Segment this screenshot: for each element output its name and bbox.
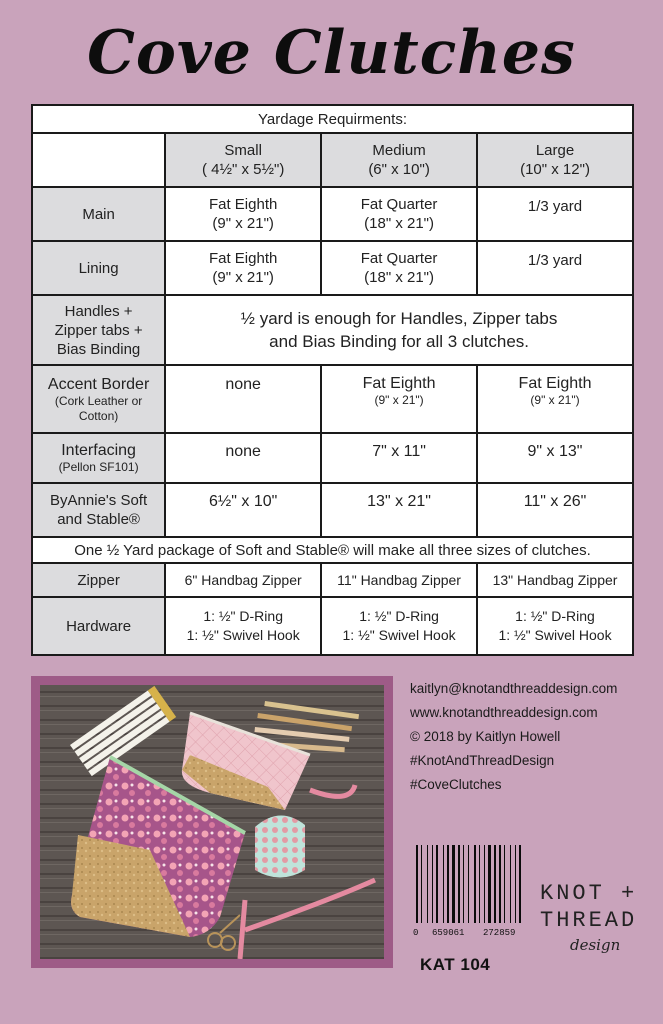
page-title: Cove Clutches [87, 18, 576, 88]
row-label-soft-stable: ByAnnie's Soft and Stable® [32, 483, 165, 537]
header-small: Small ( 4½" x 5½") [165, 133, 321, 187]
zipper-small: 6" Handbag Zipper [165, 563, 321, 597]
interfacing-small: none [165, 433, 321, 483]
accent-medium: Fat Eighth (9" x 21") [321, 365, 477, 433]
hashtag: #CoveClutches [410, 777, 502, 792]
row-label-hardware: Hardware [32, 597, 165, 655]
table-row [32, 241, 633, 295]
logo-script: design [570, 936, 621, 954]
contact-website[interactable]: www.knotandthreaddesign.com [410, 705, 598, 720]
soft-large: 11" x 26" [477, 483, 633, 537]
logo-line: KNOT + [540, 881, 638, 906]
soft-medium: 13" x 21" [321, 483, 477, 537]
header-medium: Medium (6" x 10") [321, 133, 477, 187]
row-label-main: Main [32, 187, 165, 241]
product-code: KAT 104 [420, 955, 491, 974]
lining-large: 1/3 yard [477, 241, 633, 295]
table-row [32, 597, 633, 655]
row-label-interfacing: Interfacing (Pellon SF101) [32, 433, 165, 483]
barcode-digits: 272859 [483, 928, 516, 938]
handles-text: ½ yard is enough for Handles, Zipper tabs and Bias Binding for all 3 clutches. [165, 295, 633, 365]
main-small: Fat Eighth (9" x 21") [165, 187, 321, 241]
row-label-zipper: Zipper [32, 563, 165, 597]
contact-email[interactable]: kaitlyn@knotandthreaddesign.com [410, 681, 618, 696]
hardware-large: 1: ½" D-Ring 1: ½" Swivel Hook [477, 597, 633, 655]
lining-medium: Fat Quarter (18" x 21") [321, 241, 477, 295]
barcode-digits: 659061 [432, 928, 465, 938]
logo-line: THREAD [540, 908, 638, 933]
barcode-digit: 0 [413, 928, 419, 938]
soft-small: 6½" x 10" [165, 483, 321, 537]
table-row [32, 365, 633, 433]
interfacing-medium: 7" x 11" [321, 433, 477, 483]
zipper-medium: 11" Handbag Zipper [321, 563, 477, 597]
brand-logo [540, 880, 640, 954]
hardware-medium: 1: ½" D-Ring 1: ½" Swivel Hook [321, 597, 477, 655]
row-label-handles: Handles + Zipper tabs + Bias Binding [32, 295, 165, 365]
lining-small: Fat Eighth (9" x 21") [165, 241, 321, 295]
hardware-small: 1: ½" D-Ring 1: ½" Swivel Hook [165, 597, 321, 655]
table-row [32, 187, 633, 241]
copyright: © 2018 by Kaitlyn Howell [410, 729, 561, 744]
zipper-large: 13" Handbag Zipper [477, 563, 633, 597]
contact-info [410, 677, 617, 797]
product-photo [31, 676, 393, 968]
header-empty-cell [32, 133, 165, 187]
table-row [32, 563, 633, 597]
header-large: Large (10" x 12") [477, 133, 633, 187]
table-row [32, 295, 633, 365]
table-title: Yardage Requirments: [32, 105, 633, 133]
table-row [32, 433, 633, 483]
table-row [32, 537, 633, 563]
soft-stable-note: One ½ Yard package of Soft and Stable® will make all three sizes of clutches. [32, 537, 633, 563]
yardage-table [31, 104, 634, 656]
main-medium: Fat Quarter (18" x 21") [321, 187, 477, 241]
row-label-accent: Accent Border (Cork Leather or Cotton) [32, 365, 165, 433]
accent-small: none [165, 365, 321, 433]
main-large: 1/3 yard [477, 187, 633, 241]
table-row [32, 483, 633, 537]
row-label-lining: Lining [32, 241, 165, 295]
accent-large: Fat Eighth (9" x 21") [477, 365, 633, 433]
small-clutch [255, 815, 305, 877]
interfacing-large: 9" x 13" [477, 433, 633, 483]
hashtag: #KnotAndThreadDesign [410, 753, 555, 768]
